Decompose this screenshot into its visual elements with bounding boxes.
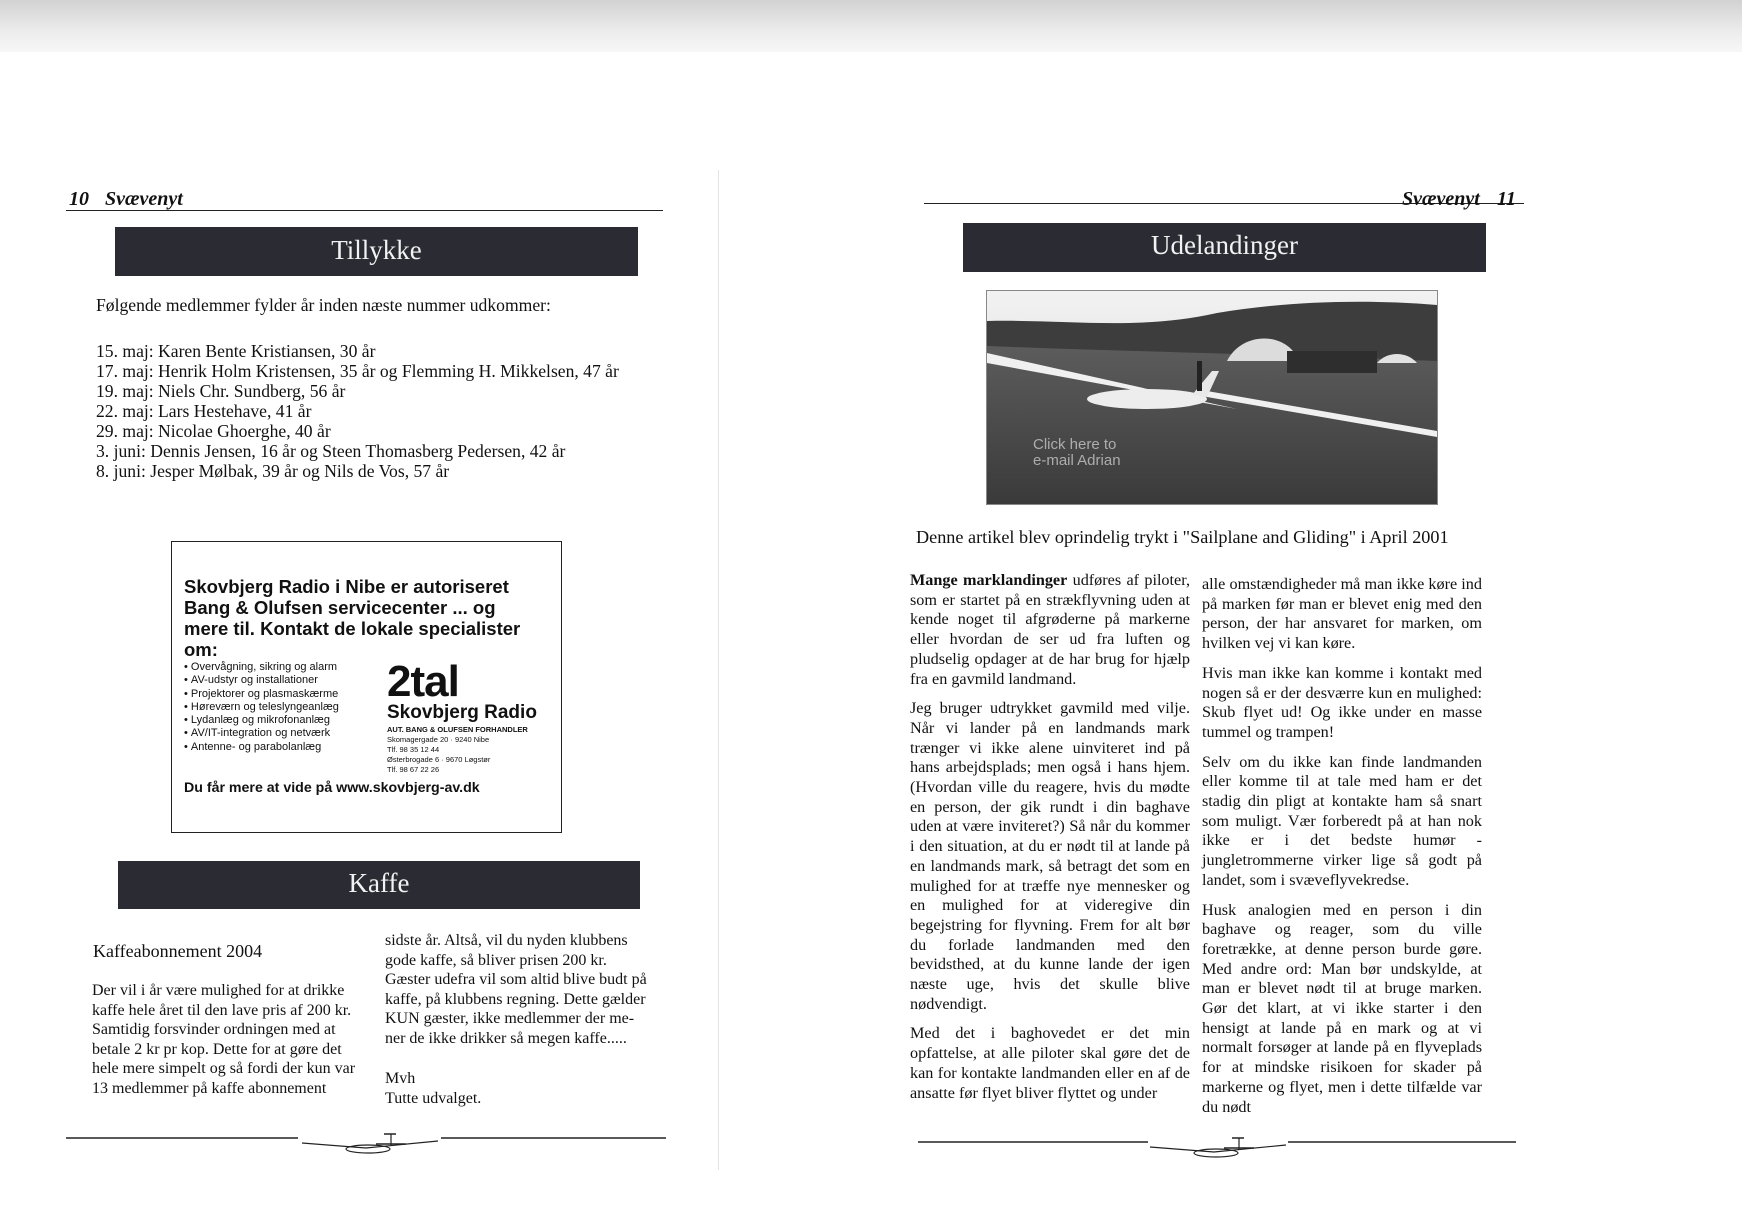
kaffe-line: gode kaffe, så bliver prisen 200 kr. [385, 951, 607, 969]
kaffe-signature: Tutte udvalget. [385, 1090, 482, 1107]
ad-company-name: Skovbjerg Radio [387, 702, 537, 723]
birthday-entry: 22. maj: Lars Hestehave, 41 år [96, 401, 312, 421]
left-running-title: Svævenyt [105, 188, 183, 210]
article-paragraph-1 [910, 571, 1190, 689]
advertisement [171, 541, 562, 833]
scan-top-band [0, 0, 1742, 52]
left-page-number: 10 [69, 188, 89, 210]
ad-service-item: • AV-udstyr og installationer [184, 674, 339, 687]
ad-logo: 2tal [387, 657, 459, 706]
kaffe-line: kaffe hele året til den lave pris af 200 kr. [92, 1001, 352, 1019]
kaffe-line: betale 2 kr pr kop. Dette for at gøre det [92, 1040, 342, 1058]
glider-photo-image [987, 291, 1437, 504]
ad-address [387, 735, 490, 775]
tillykke-intro: Følgende medlemmer fylder år inden næste nummer udkommer: [96, 295, 551, 315]
kaffe-line: sidste år. Altså, vil du nyden klubbens [385, 932, 628, 949]
kaffe-line: 13 medlemmer på kaffe abonnement [92, 1080, 327, 1097]
photo-email-link[interactable]: Click here to e-mail Adrian [1033, 436, 1121, 469]
ad-service-item: • Høreværn og teleslyngeanlæg [184, 701, 339, 714]
ad-service-item: • AV/IT-integration og netværk [184, 727, 339, 740]
right-running-title: Svævenyt [1402, 188, 1480, 210]
article-paragraph-1-text: udføres af piloter, som er startet på en strækflyvning uden at kende noget til afgrøderne på markerne eller hvordan de ser ud fra luften og pludselig opdager at de har brug for hjælp fra en gavmild landmand. [910, 571, 1191, 688]
kaffe-line: Gæster udefra vil som altid blive budt på [385, 971, 647, 989]
ad-service-item: • Projektorer og plasmaskærme [184, 688, 339, 701]
ad-footer: Du får mere at vide på www.skovbjerg-av.dk [184, 780, 480, 796]
article-paragraph-7: Husk analogien med en person i din baghave og reager, som du ville foretrække, at denne person burde gøre. Med andre ord: Man bør undskylde, at man er blevet nødt til at bruge marken. Gør det klart, at vi ikke starter i den hensigt at lande på en mark og at vi normalt forsøger at lande på en flyveplads for at mindske risikoen for skader på markerne og flyet, men i dette tilfælde var du nødt [1202, 900, 1482, 1116]
ad-tagline: AUT. BANG & OLUFSEN FORHANDLER [387, 725, 528, 734]
ad-service-item: • Lydanlæg og mikrofonanlæg [184, 714, 339, 727]
birthday-entry: 19. maj: Niels Chr. Sundberg, 56 år [96, 381, 346, 401]
udelandinger-banner: Udelandinger [963, 223, 1486, 272]
article-paragraph-6: Selv om du ikke kan finde landmanden eller komme til at tale med ham er det stadig din pligt at kontakte ham så snart som muligt. Vær forberedt på at han nok ikke er i det bedste humør - jungletrommerne virker lige så godt på landet, som i svæveflyvekredse. [1202, 752, 1482, 889]
ad-address-line: Tlf. 98 67 22 26 [387, 765, 440, 774]
kaffe-line: kaffe, på klubbens regning. Dette gælder [385, 990, 646, 1008]
kaffe-banner: Kaffe [118, 861, 640, 909]
kaffe-line: Der vil i år være mulighed for at drikke [92, 982, 345, 999]
article-column-2 [1202, 575, 1482, 1127]
ad-service-item: • Overvågning, sikring og alarm [184, 661, 339, 674]
kaffe-line: Samtidig forsvinder ordningen med at [92, 1021, 336, 1039]
birthday-entry: 8. juni: Jesper Mølbak, 39 år og Nils de Vos, 57 år [96, 461, 450, 481]
ad-services-list [184, 661, 339, 754]
article-paragraph-3: Med det i baghovedet er det min opfattelse, at alle piloter skal gøre det de kan for kontakte landmanden eller en af de ansatte før flyet bliver flyttet og under [910, 1024, 1190, 1102]
footer-glider-ornament-right [918, 1134, 1523, 1169]
kaffe-line: hele mere simpelt og så fordi der kun var [92, 1060, 356, 1078]
article-column-1 [910, 571, 1190, 1113]
birthday-entry: 29. maj: Nicolae Ghoerghe, 40 år [96, 421, 331, 441]
ad-service-item: • Antenne- og parabolanlæg [184, 741, 339, 754]
left-header-rule [66, 210, 663, 211]
ad-headline: Skovbjerg Radio i Nibe er autoriseret Bang & Olufsen servicecenter ... og mere til. Kontakt de lokale specialister om: [184, 576, 521, 660]
birthday-entry: 17. maj: Henrik Holm Kristensen, 35 år og Flemming H. Mikkelsen, 47 år [96, 361, 619, 381]
ad-address-line: Østerbrogade 6 · 9670 Løgstør [387, 755, 491, 764]
footer-glider-ornament-left [66, 1130, 671, 1165]
article-paragraph-5: Hvis man ikke kan komme i kontakt med nogen så er der desværre kun en mulighed: Skub flyet ud! Og ikke under en masse tummel og trampen! [1202, 663, 1482, 741]
right-page-number: 11 [1497, 188, 1516, 210]
ad-address-line: Tlf. 98 35 12 44 [387, 745, 440, 754]
kaffe-line: ner de ikke drikker så megen kaffe..... [385, 1030, 627, 1047]
article-lead: Mange marklandinger [910, 571, 1068, 589]
page-gutter [718, 170, 719, 1170]
kaffe-greeting: Mvh [385, 1070, 416, 1087]
ad-address-line: Skomagergade 20 · 9240 Nibe [387, 735, 490, 744]
kaffe-subheading: Kaffeabonnement 2004 [93, 941, 263, 961]
article-paragraph-2: Jeg bruger udtrykket gavmild med vilje. Når vi lander på en landmands mark trænger vi ikke alene uinviteret ind på hans arbejdsplads; men også i hans hjem. (Hvordan ville du reagere, hvis du mødte en person, der gik rundt i din baghave uden at være inviteret?) Så når du kommer i den situation, at du er nødt til at lande på en landmands mark, så betragt det som en mulighed for at træffe nye mennesker og en mulighed for at videregive din begejstring for flyvning. Frem for alt bør du forlade landmanden med den bevidsthed, at du kunne lande der igen næste uge, hvis det skulle blive nødvendigt. [910, 699, 1190, 1013]
birthday-entry: 15. maj: Karen Bente Kristiansen, 30 år [96, 341, 376, 361]
tillykke-banner: Tillykke [115, 227, 638, 276]
birthday-entry: 3. juni: Dennis Jensen, 16 år og Steen Thomasberg Pedersen, 42 år [96, 441, 566, 461]
kaffe-line: KUN gæster, ikke medlemmer der me- [385, 1010, 635, 1028]
glider-photo[interactable] [986, 290, 1438, 505]
article-paragraph-4: alle omstændigheder må man ikke køre ind på marken før man er blevet enig med den person, der har ansvaret for marken, om hvilken vej vi kan køre. [1202, 575, 1482, 653]
article-source-note: Denne artikel blev oprindelig trykt i "Sailplane and Gliding" i April 2001 [916, 527, 1449, 547]
